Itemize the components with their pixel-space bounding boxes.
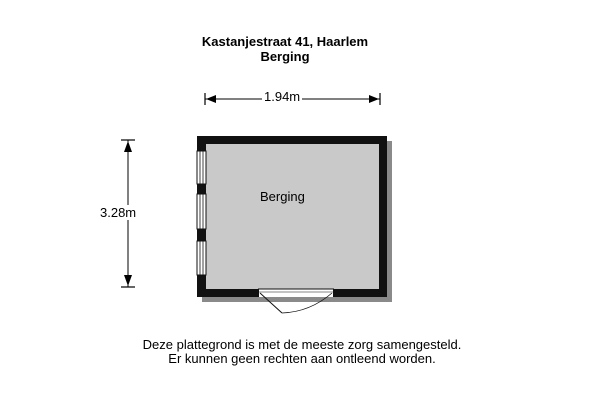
height-dimension-label: 3.28m (100, 205, 137, 220)
disclaimer-line-1: Deze plattegrond is met de meeste zorg samengesteld. (142, 337, 462, 352)
window-top (197, 151, 206, 184)
address-title: Kastanjestraat 41, Haarlem (201, 34, 369, 49)
room-floor (206, 144, 379, 289)
disclaimer-line-2: Er kunnen geen rechten aan ontleend worden. (168, 351, 436, 366)
floor-title: Berging (260, 49, 310, 64)
window-middle (197, 194, 206, 229)
width-dimension-label: 1.94m (264, 89, 301, 104)
window-bottom (197, 241, 206, 275)
room-label: Berging (260, 189, 305, 204)
